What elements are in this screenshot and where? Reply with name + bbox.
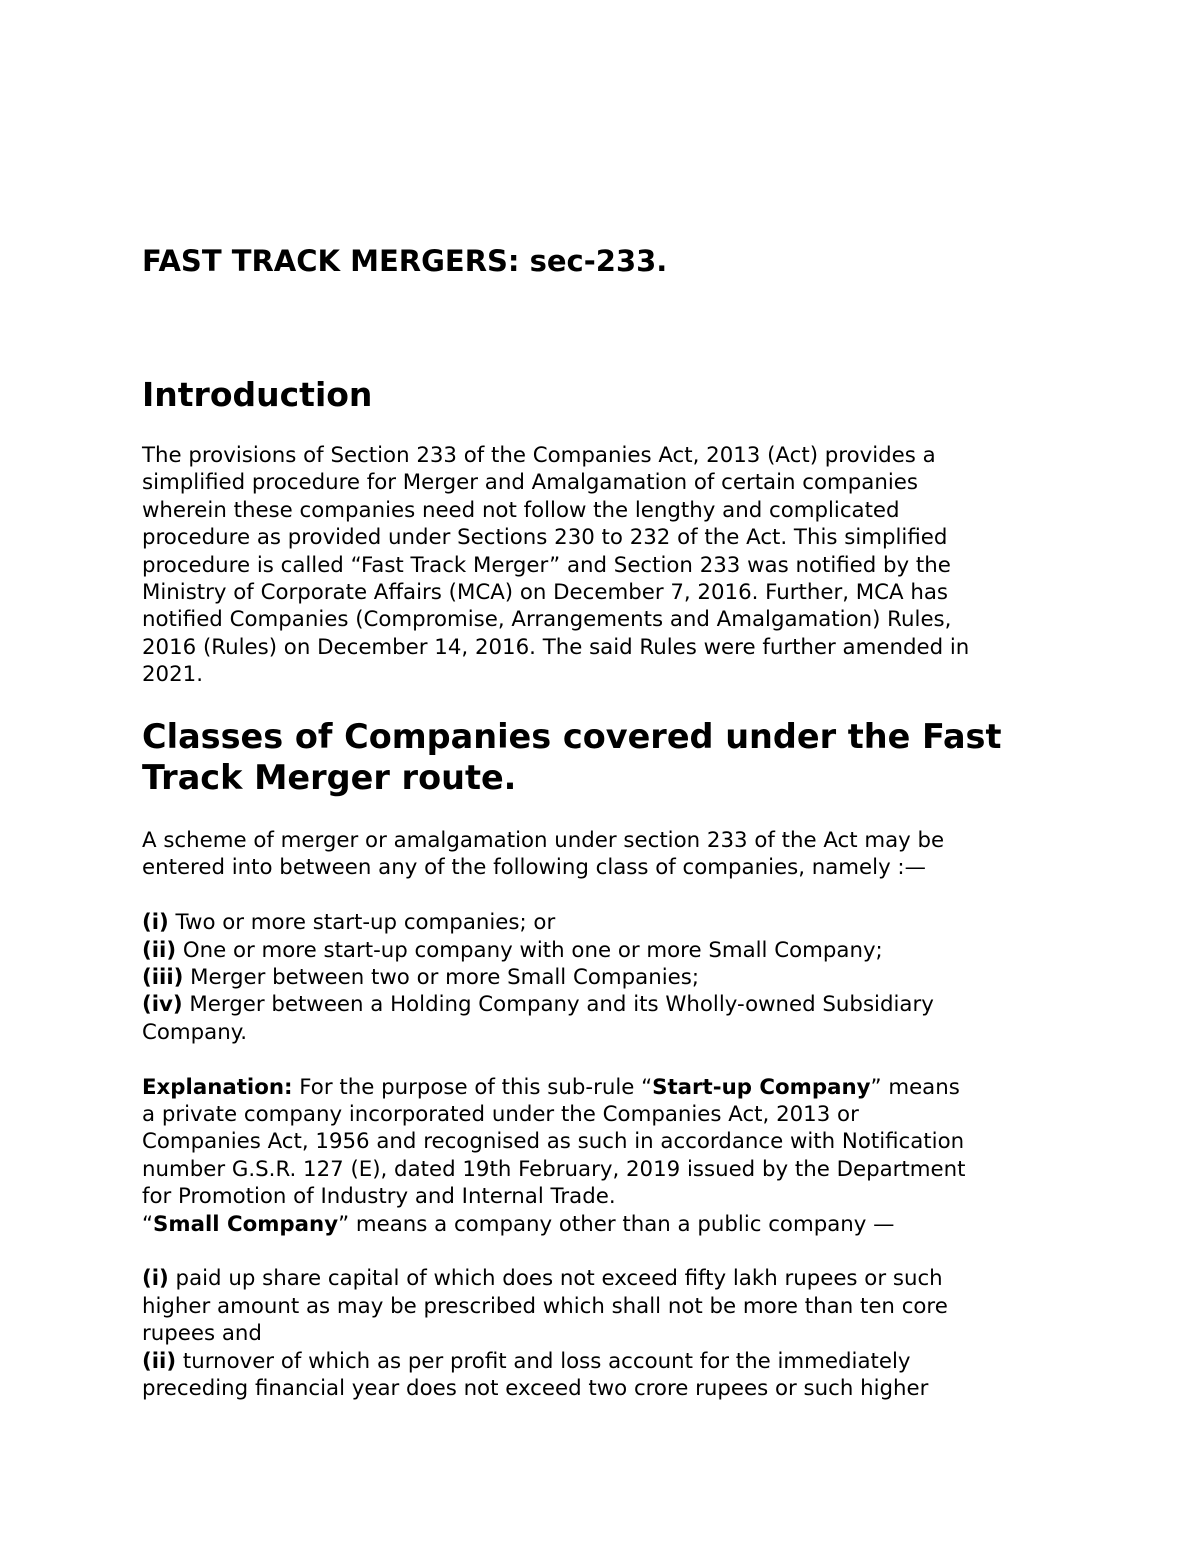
criteria-marker: (i) bbox=[142, 1266, 169, 1292]
small-company-text: ” means a company other than a public company — bbox=[338, 1211, 895, 1237]
criteria-text: paid up share capital of which does not exceed fifty lakh rupees or such bbox=[168, 1266, 943, 1292]
list-marker: (ii) bbox=[142, 937, 177, 963]
intro-line-6: Ministry of Corporate Affairs (MCA) on December 7, 2016. Further, MCA has bbox=[142, 580, 948, 606]
criteria-item bbox=[142, 1348, 1072, 1375]
criteria-line: rupees and bbox=[142, 1321, 262, 1347]
list-marker: (i) bbox=[142, 910, 169, 936]
criteria-text: turnover of which as per profit and loss account for the immediately bbox=[176, 1348, 911, 1374]
explanation-text: For the purpose of this sub-rule “ bbox=[292, 1074, 653, 1100]
intro-line-1: The provisions of Section 233 of the Companies Act, 2013 (Act) provides a bbox=[142, 443, 936, 468]
introduction-heading: Introduction bbox=[142, 375, 373, 414]
intro-line-7: notified Companies (Compromise, Arrangements and Amalgamation) Rules, bbox=[142, 607, 952, 633]
classes-heading-line-2: Track Merger route. bbox=[142, 758, 517, 797]
list-item-text: Merger between a Holding Company and its Wholly-owned Subsidiary bbox=[182, 992, 934, 1018]
list-item bbox=[142, 964, 1072, 991]
criteria-item bbox=[142, 1265, 1072, 1292]
explanation-text: ” means bbox=[870, 1074, 960, 1100]
explanation-label: Explanation: bbox=[142, 1074, 293, 1100]
startup-company-term: Start-up Company bbox=[652, 1074, 871, 1100]
classes-heading-line-1: Classes of Companies covered under the Fast bbox=[142, 717, 1002, 756]
list-item-text: Two or more start-up companies; or bbox=[168, 910, 556, 936]
quote-open: “ bbox=[142, 1211, 154, 1237]
classes-section bbox=[142, 827, 1072, 1402]
list-item bbox=[142, 909, 1072, 936]
intro-line-9: 2021. bbox=[142, 662, 203, 688]
explanation-line-5: for Promotion of Industry and Internal Trade. bbox=[142, 1184, 616, 1210]
explanation-line-3: Companies Act, 1956 and recognised as such in accordance with Notification bbox=[142, 1129, 965, 1155]
explanation-line-4: number G.S.R. 127 (E), dated 19th February, 2019 issued by the Department bbox=[142, 1156, 966, 1182]
explanation-line-2: a private company incorporated under the Companies Act, 2013 or bbox=[142, 1102, 859, 1128]
spacer bbox=[142, 882, 1072, 909]
intro-line-2: simplified procedure for Merger and Amalgamation of certain companies bbox=[142, 470, 918, 496]
list-item-text: Merger between two or more Small Companies; bbox=[183, 965, 699, 991]
small-company-term: Small Company bbox=[153, 1211, 339, 1237]
explanation-line-1 bbox=[142, 1074, 1072, 1101]
list-item bbox=[142, 991, 1072, 1018]
list-item-continuation: Company. bbox=[142, 1019, 248, 1045]
intro-line-5: procedure is called “Fast Track Merger” and Section 233 was notified by the bbox=[142, 552, 951, 578]
spacer bbox=[142, 1238, 1072, 1265]
list-marker: (iii) bbox=[142, 965, 184, 991]
classes-heading bbox=[142, 716, 1072, 798]
document-title: FAST TRACK MERGERS: sec-233. bbox=[142, 244, 668, 278]
intro-line-4: procedure as provided under Sections 230 to 232 of the Act. This simplified bbox=[142, 525, 948, 551]
list-item bbox=[142, 937, 1072, 964]
classes-intro-line-2: entered into between any of the following class of companies, namely :— bbox=[142, 855, 926, 881]
criteria-line: higher amount as may be prescribed which shall not be more than ten core bbox=[142, 1293, 948, 1319]
list-item-text: One or more start-up company with one or more Small Company; bbox=[176, 937, 883, 963]
introduction-paragraph bbox=[142, 442, 1072, 689]
list-marker: (iv) bbox=[142, 992, 183, 1018]
spacer bbox=[142, 1046, 1072, 1073]
intro-line-3: wherein these companies need not follow the lengthy and complicated bbox=[142, 497, 900, 523]
small-company-definition bbox=[142, 1211, 1072, 1238]
intro-line-8: 2016 (Rules) on December 14, 2016. The said Rules were further amended in bbox=[142, 634, 970, 660]
classes-intro-line-1: A scheme of merger or amalgamation under section 233 of the Act may be bbox=[142, 828, 945, 853]
criteria-line: preceding financial year does not exceed two crore rupees or such higher bbox=[142, 1376, 929, 1402]
criteria-marker: (ii) bbox=[142, 1348, 177, 1374]
